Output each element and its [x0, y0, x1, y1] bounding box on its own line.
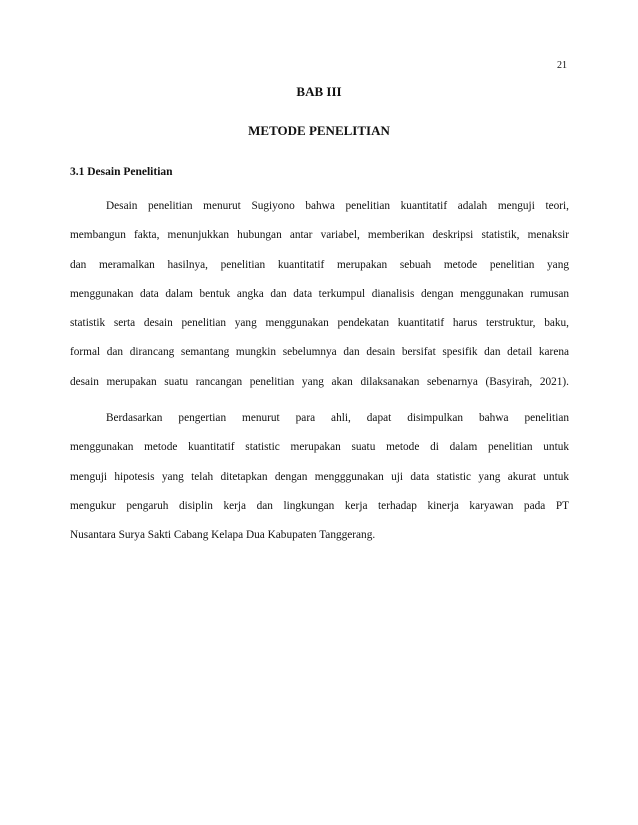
paragraph-line: menggunakan data dalam bentuk angka dan data terkumpul dianalisis dengan menggunakan rumusan — [70, 287, 569, 300]
chapter-heading: BAB III — [296, 84, 342, 99]
paragraph-line: formal dan dirancang semantang mungkin sebelumnya dan desain bersifat spesifik dan detail karena — [70, 346, 569, 359]
paragraph-line: membangun fakta, menunjukkan hubungan antar variabel, memberikan deskripsi statistik, menaksir — [70, 229, 569, 242]
paragraph-line: desain merupakan suatu rancangan penelitian yang akan dilaksanakan sebenarnya (Basyirah, 2021). — [70, 375, 569, 388]
paragraph-line: statistik serta desain penelitian yang menggunakan pendekatan kuantitatif harus terstruktur, baku, — [70, 317, 569, 330]
paragraph-line: Desain penelitian menurut Sugiyono bahwa penelitian kuantitatif adalah menguji teori, — [106, 200, 569, 212]
paragraph-line: dan meramalkan hasilnya, penelitian kuantitatif merupakan sebuah metode penelitian yang — [70, 258, 569, 271]
page-number: 21 — [557, 60, 567, 71]
paragraph-line: Nusantara Surya Sakti Cabang Kelapa Dua Kabupaten Tanggerang. — [70, 529, 376, 542]
section-heading: 3.1 Desain Penelitian — [70, 166, 173, 178]
chapter-title: METODE PENELITIAN — [248, 123, 390, 138]
paragraph-1 — [70, 192, 569, 397]
paragraph-2 — [70, 404, 569, 550]
paragraph-line: mengukur pengaruh disiplin kerja dan lingkungan kerja terhadap kinerja karyawan pada PT — [70, 499, 569, 512]
paragraph-line: menggunakan metode kuantitatif statistic merupakan suatu metode di dalam penelitian untuk — [70, 441, 569, 454]
paragraph-line: Berdasarkan pengertian menurut para ahli, dapat disimpulkan bahwa penelitian — [106, 412, 569, 424]
paragraph-line: menguji hipotesis yang telah ditetapkan dengan mengggunakan uji data statistic yang akurat untuk — [70, 470, 569, 483]
